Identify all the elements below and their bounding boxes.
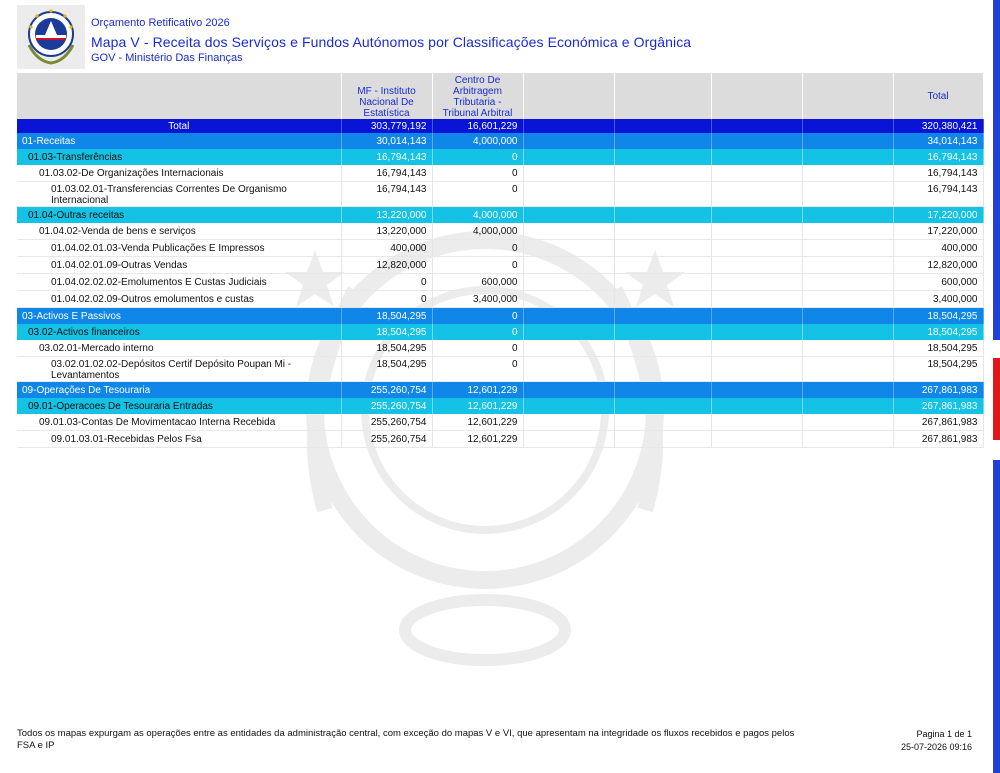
row-value — [614, 182, 711, 207]
row-value: 303,779,192 — [341, 119, 432, 133]
right-edge-bar-red — [993, 358, 1000, 440]
row-value — [614, 223, 711, 240]
row-value — [614, 291, 711, 308]
row-value: 18,504,295 — [341, 308, 432, 325]
row-value — [711, 257, 802, 274]
table-row — [17, 324, 983, 340]
row-value: 12,820,000 — [341, 257, 432, 274]
column-header-blank — [802, 73, 893, 119]
row-value — [614, 414, 711, 431]
row-total-value: 600,000 — [893, 274, 983, 291]
row-value: 3,400,000 — [432, 291, 523, 308]
row-label: 01.03.02-De Organizações Internacionais — [17, 165, 341, 182]
row-value — [802, 398, 893, 414]
column-header-ine: MF - Instituto Nacional De Estatística — [341, 73, 432, 119]
row-label: 01.03-Transferências — [17, 149, 341, 165]
row-value: 255,260,754 — [341, 398, 432, 414]
table-row — [17, 431, 983, 448]
row-value — [523, 357, 614, 382]
row-value — [523, 240, 614, 257]
row-value — [802, 291, 893, 308]
table-row — [17, 398, 983, 414]
report-title: Mapa V - Receita dos Serviços e Fundos Autónomos por Classificações Económica e Orgânica — [91, 34, 692, 50]
table-row — [17, 182, 983, 207]
row-value — [523, 414, 614, 431]
row-value — [802, 431, 893, 448]
row-value — [802, 257, 893, 274]
row-value — [802, 149, 893, 165]
row-value — [802, 182, 893, 207]
row-value: 0 — [432, 257, 523, 274]
column-header-total: Total — [893, 73, 983, 119]
row-label: 01.04.02.02.02-Emolumentos E Custas Judiciais — [17, 274, 341, 291]
row-value — [802, 240, 893, 257]
row-value — [802, 133, 893, 149]
row-value — [711, 182, 802, 207]
row-value — [802, 223, 893, 240]
row-value — [523, 223, 614, 240]
table-row — [17, 414, 983, 431]
row-label: 01.04.02.01.03-Venda Publicações E Impressos — [17, 240, 341, 257]
row-total-value: 18,504,295 — [893, 308, 983, 325]
row-total-value: 320,380,421 — [893, 119, 983, 133]
row-value — [614, 324, 711, 340]
row-value: 4,000,000 — [432, 207, 523, 224]
row-value — [614, 340, 711, 357]
row-value — [523, 207, 614, 224]
row-value — [802, 357, 893, 382]
row-value: 18,504,295 — [341, 324, 432, 340]
row-value — [802, 382, 893, 399]
row-total-value: 267,861,983 — [893, 431, 983, 448]
row-value — [523, 165, 614, 182]
row-value — [614, 119, 711, 133]
row-value: 12,601,229 — [432, 398, 523, 414]
table-row — [17, 240, 983, 257]
row-total-value: 17,220,000 — [893, 207, 983, 224]
row-value — [523, 431, 614, 448]
row-value: 0 — [432, 340, 523, 357]
row-value — [523, 308, 614, 325]
row-label: Total — [17, 119, 341, 133]
row-value: 16,601,229 — [432, 119, 523, 133]
row-value — [614, 398, 711, 414]
row-total-value: 3,400,000 — [893, 291, 983, 308]
table-row — [17, 340, 983, 357]
row-total-value: 16,794,143 — [893, 149, 983, 165]
row-label: 01.04.02.01.09-Outras Vendas — [17, 257, 341, 274]
row-value: 0 — [432, 357, 523, 382]
row-value — [711, 340, 802, 357]
right-edge-bar-top — [993, 0, 1000, 340]
column-header-blank — [523, 73, 614, 119]
row-label: 03.02-Activos financeiros — [17, 324, 341, 340]
row-value: 255,260,754 — [341, 431, 432, 448]
row-value — [614, 165, 711, 182]
row-value — [711, 357, 802, 382]
row-value — [614, 357, 711, 382]
row-value — [711, 133, 802, 149]
row-value: 18,504,295 — [341, 357, 432, 382]
row-value — [711, 207, 802, 224]
table-row — [17, 291, 983, 308]
row-value — [802, 165, 893, 182]
row-value: 0 — [432, 165, 523, 182]
page-info — [901, 728, 972, 754]
table-row — [17, 207, 983, 224]
ministry-name: GOV - Ministério Das Finanças — [91, 52, 243, 64]
row-value — [802, 119, 893, 133]
row-total-value: 267,861,983 — [893, 414, 983, 431]
row-value — [523, 149, 614, 165]
row-label: 01.04.02.02.09-Outros emolumentos e custas — [17, 291, 341, 308]
row-value — [614, 240, 711, 257]
row-value: 12,601,229 — [432, 431, 523, 448]
row-total-value: 17,220,000 — [893, 223, 983, 240]
row-value — [711, 240, 802, 257]
row-value — [711, 119, 802, 133]
row-value — [523, 398, 614, 414]
row-value: 4,000,000 — [432, 223, 523, 240]
row-label: 09-Operações De Tesouraria — [17, 382, 341, 399]
total-row — [17, 119, 983, 133]
column-header-arbitragem: Centro De Arbitragem Tributaria - Tribunal Arbitral — [432, 73, 523, 119]
row-total-value: 12,820,000 — [893, 257, 983, 274]
row-label: 01.04-Outras receitas — [17, 207, 341, 224]
budget-subtitle: Orçamento Retificativo 2026 — [91, 17, 230, 29]
row-total-value: 16,794,143 — [893, 182, 983, 207]
row-value — [523, 291, 614, 308]
footer-note: Todos os mapas expurgam as operações entre as entidades da administração central, com exceção do mapas V e VI, que apresentam na integridade os fluxos recebidos e pagos pelos FSA e IP — [17, 728, 795, 751]
row-value — [523, 274, 614, 291]
row-label: 09.01.03.01-Recebidas Pelos Fsa — [17, 431, 341, 448]
row-value — [711, 431, 802, 448]
row-value — [523, 324, 614, 340]
row-label: 03.02.01-Mercado interno — [17, 340, 341, 357]
row-value — [523, 182, 614, 207]
row-total-value: 267,861,983 — [893, 382, 983, 399]
row-value — [523, 119, 614, 133]
row-value: 0 — [432, 240, 523, 257]
row-value — [711, 414, 802, 431]
right-edge-bar-bottom — [993, 460, 1000, 773]
table-row — [17, 223, 983, 240]
row-value: 0 — [432, 182, 523, 207]
row-value: 0 — [341, 274, 432, 291]
column-header-blank — [614, 73, 711, 119]
row-value: 12,601,229 — [432, 414, 523, 431]
row-value: 16,794,143 — [341, 165, 432, 182]
column-header-blank — [711, 73, 802, 119]
row-label: 01.03.02.01-Transferencias Correntes De Organismo Internacional — [17, 182, 341, 207]
row-value — [614, 274, 711, 291]
row-value — [711, 324, 802, 340]
row-value — [802, 414, 893, 431]
row-value: 18,504,295 — [341, 340, 432, 357]
row-value: 255,260,754 — [341, 414, 432, 431]
row-value — [614, 257, 711, 274]
table-row — [17, 382, 983, 399]
row-value — [614, 133, 711, 149]
row-label: 03.02.01.02.02-Depósitos Certif Depósito Poupan Mi - Levantamentos — [17, 357, 341, 382]
row-value — [802, 274, 893, 291]
row-value — [711, 308, 802, 325]
row-label: 09.01.03-Contas De Movimentacao Interna Recebida — [17, 414, 341, 431]
row-value: 0 — [432, 324, 523, 340]
row-value: 255,260,754 — [341, 382, 432, 399]
table-row — [17, 149, 983, 165]
row-value: 30,014,143 — [341, 133, 432, 149]
row-label: 03-Activos E Passivos — [17, 308, 341, 325]
row-label: 01-Receitas — [17, 133, 341, 149]
row-total-value: 16,794,143 — [893, 165, 983, 182]
table-row — [17, 274, 983, 291]
row-value: 600,000 — [432, 274, 523, 291]
row-total-value: 18,504,295 — [893, 324, 983, 340]
row-value — [614, 308, 711, 325]
table-header-row — [17, 73, 983, 119]
row-value: 16,794,143 — [341, 149, 432, 165]
row-value — [711, 291, 802, 308]
row-value: 0 — [432, 308, 523, 325]
table-row — [17, 308, 983, 325]
page-number: Pagina 1 de 1 — [916, 729, 972, 739]
cabo-verde-emblem-logo — [17, 5, 85, 69]
row-total-value: 34,014,143 — [893, 133, 983, 149]
row-value — [523, 340, 614, 357]
row-value: 16,794,143 — [341, 182, 432, 207]
row-total-value: 18,504,295 — [893, 340, 983, 357]
row-value — [711, 149, 802, 165]
table-row — [17, 257, 983, 274]
row-value — [614, 382, 711, 399]
row-value — [614, 431, 711, 448]
row-value — [523, 257, 614, 274]
row-value — [523, 382, 614, 399]
row-total-value: 267,861,983 — [893, 398, 983, 414]
row-value — [614, 149, 711, 165]
row-value — [802, 207, 893, 224]
row-value — [523, 133, 614, 149]
table-row — [17, 133, 983, 149]
column-header-label — [17, 73, 341, 119]
revenue-table — [17, 73, 984, 448]
table-row — [17, 165, 983, 182]
row-value: 0 — [341, 291, 432, 308]
row-label: 09.01-Operacoes De Tesouraria Entradas — [17, 398, 341, 414]
row-value: 12,601,229 — [432, 382, 523, 399]
row-value: 4,000,000 — [432, 133, 523, 149]
row-value — [711, 274, 802, 291]
row-label: 01.04.02-Venda de bens e serviços — [17, 223, 341, 240]
row-total-value: 400,000 — [893, 240, 983, 257]
table-row — [17, 357, 983, 382]
row-value — [802, 340, 893, 357]
row-value — [711, 165, 802, 182]
row-value: 400,000 — [341, 240, 432, 257]
row-total-value: 18,504,295 — [893, 357, 983, 382]
row-value: 13,220,000 — [341, 223, 432, 240]
row-value — [711, 382, 802, 399]
row-value — [711, 398, 802, 414]
row-value: 13,220,000 — [341, 207, 432, 224]
row-value: 0 — [432, 149, 523, 165]
row-value — [802, 308, 893, 325]
row-value — [711, 223, 802, 240]
row-value — [802, 324, 893, 340]
print-datetime: 25-07-2026 09:16 — [900, 742, 972, 752]
row-value — [614, 207, 711, 224]
